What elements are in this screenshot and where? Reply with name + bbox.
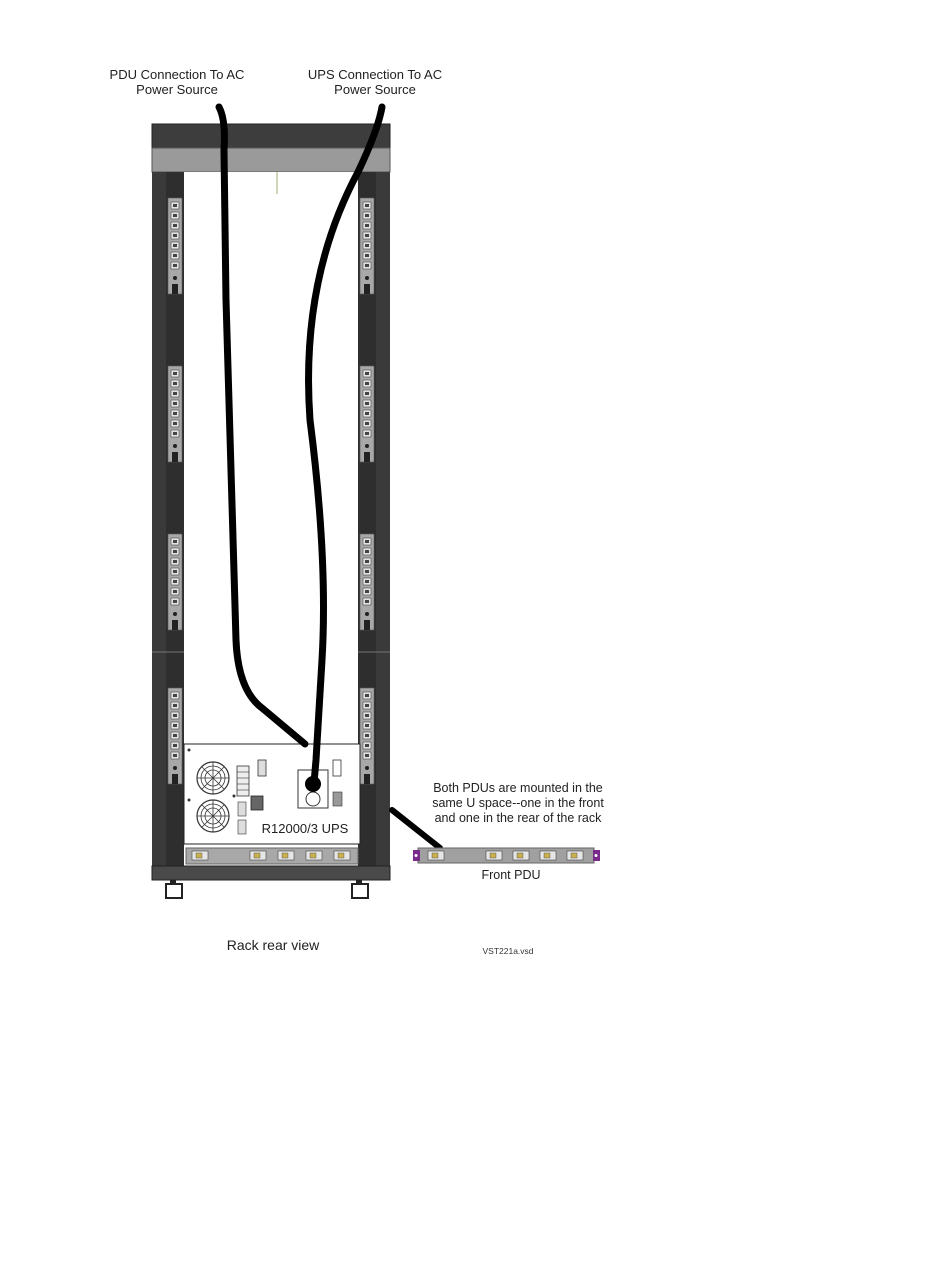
vertical-pdu-strip: [168, 688, 182, 784]
ups-indicator-icon: [333, 792, 342, 806]
front-pdu-cable: [392, 810, 440, 848]
rack-top-cap: [152, 124, 390, 148]
vertical-pdu-strip: [360, 534, 374, 630]
ups-terminal-block-icon: [237, 766, 249, 796]
ups-breaker-icon: [258, 760, 266, 776]
both-pdus-note-line1: Both PDUs are mounted in the: [433, 781, 603, 795]
front-pdu-label: Front PDU: [481, 868, 541, 882]
ups-connection-label-line2: Power Source: [334, 82, 416, 97]
ups-port-icon: [238, 802, 246, 816]
pdu-outlet-icon: [278, 851, 294, 860]
rack-right-post: [376, 172, 390, 866]
ups-port-icon: [238, 820, 246, 834]
rack-base: [152, 866, 390, 880]
vertical-pdu-strip: [360, 198, 374, 294]
pdu-outlet-icon: [306, 851, 322, 860]
pdu-outlet-icon: [486, 851, 502, 860]
both-pdus-note-line3: and one in the rear of the rack: [434, 811, 602, 825]
pdu-connection-label-line2: Power Source: [136, 82, 218, 97]
pdu-outlet-icon: [250, 851, 266, 860]
ups-screw-icon: [188, 799, 191, 802]
vertical-pdu-strip: [360, 688, 374, 784]
ups-model-label: R12000/3 UPS: [261, 821, 349, 836]
ups-switch-icon: [333, 760, 341, 776]
right-caster-icon: [352, 880, 368, 898]
pdu-outlet-icon: [192, 851, 208, 860]
ups-cable-plug-icon: [305, 776, 321, 792]
pdu-outlet-icon: [567, 851, 583, 860]
ups-connector-icon: [251, 796, 263, 810]
diagram-caption: Rack rear view: [226, 937, 320, 953]
both-pdus-note-line2: same U space--one in the front: [432, 796, 604, 810]
rear-horizontal-pdu: [186, 848, 358, 864]
pdu-outlet-icon: [513, 851, 529, 860]
vertical-pdu-strip: [168, 534, 182, 630]
ups-input-socket-icon: [306, 792, 320, 806]
vertical-pdu-strip: [360, 366, 374, 462]
file-id-label: VST221a.vsd: [482, 946, 534, 956]
rack-header-panel: [152, 148, 390, 172]
pdu-outlet-icon: [428, 851, 444, 860]
pdu-outlet-icon: [540, 851, 556, 860]
rack-left-post: [152, 172, 166, 866]
ups-connection-label-line1: UPS Connection To AC: [307, 67, 443, 82]
front-pdu: [413, 848, 600, 863]
vertical-pdu-strip: [168, 198, 182, 294]
vertical-pdu-strip: [168, 366, 182, 462]
ups-dot-icon: [233, 795, 236, 798]
ups-fan-icon: [197, 800, 229, 832]
pdu-connection-label-line1: PDU Connection To AC: [109, 67, 245, 82]
ups-fan-icon: [197, 762, 229, 794]
pdu-outlet-icon: [334, 851, 350, 860]
left-caster-icon: [166, 880, 182, 898]
ups-screw-icon: [188, 749, 191, 752]
ups-unit: [184, 744, 360, 844]
